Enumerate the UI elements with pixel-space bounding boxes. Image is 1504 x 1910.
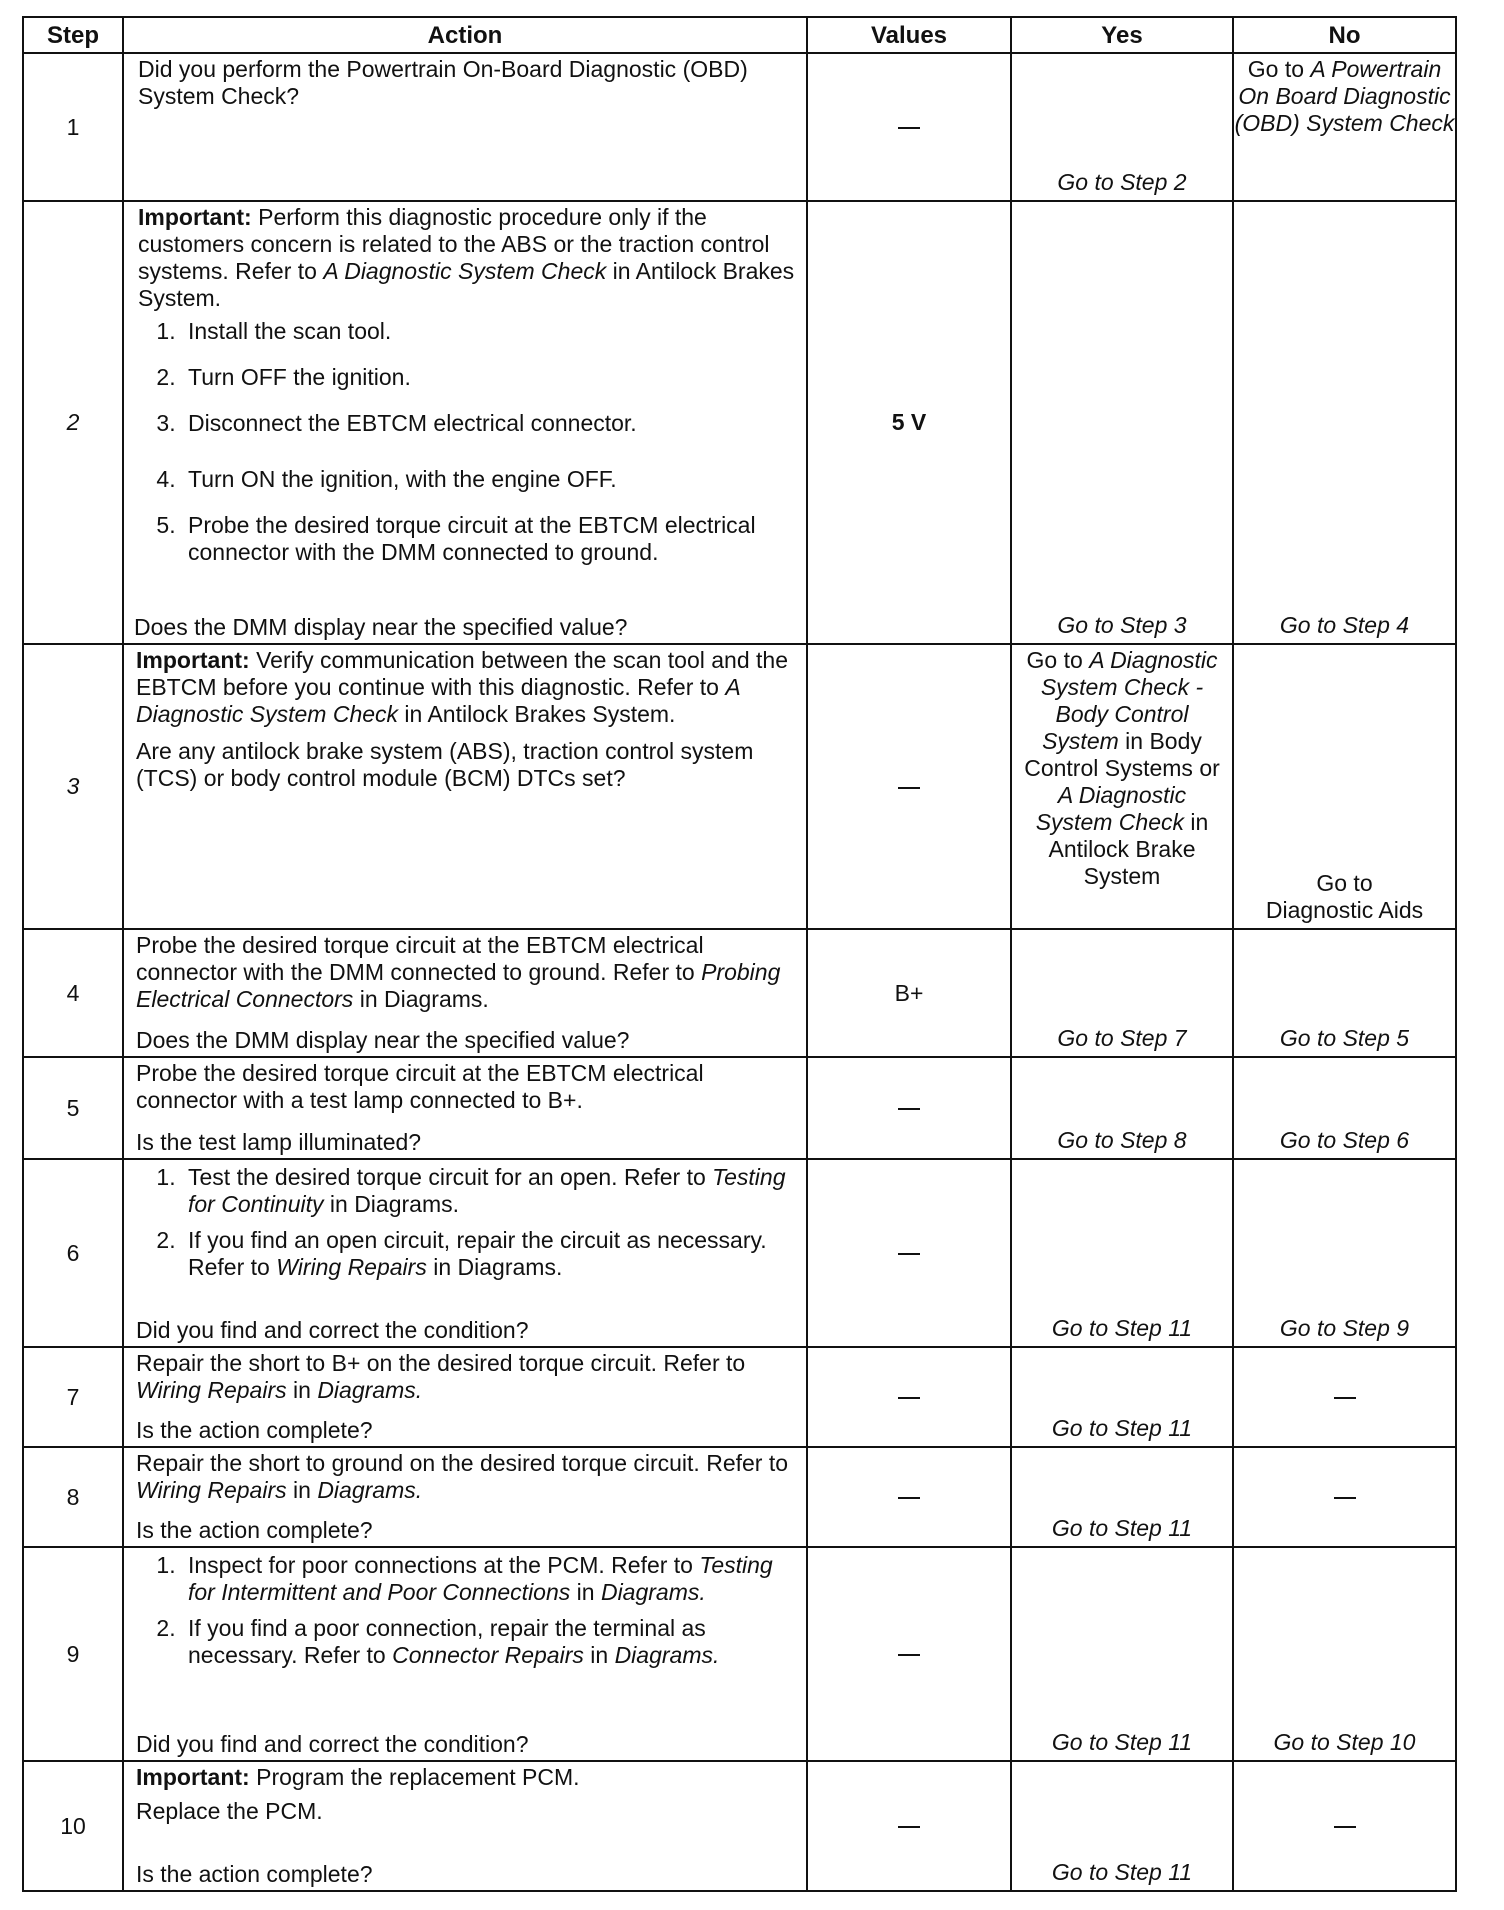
- step-number: 3: [23, 644, 123, 929]
- procedure-step: 5. Probe the desired torque circuit at the EBTCM electrical connector with the DMM connected to ground.: [182, 512, 798, 566]
- procedure-step: 4. Turn ON the ignition, with the engine OFF.: [182, 466, 798, 493]
- no-cell: [1233, 1057, 1456, 1159]
- action-cell: [123, 201, 807, 644]
- yes-cell: [1011, 929, 1233, 1057]
- no-link[interactable]: Go to Step 9: [1279, 1315, 1410, 1341]
- procedure-step: [182, 1615, 798, 1669]
- yes-link[interactable]: Go to Step 3: [1057, 612, 1187, 638]
- yes-text: in Body Control Systems or: [1024, 728, 1220, 781]
- action-text-part: Probe the desired torque circuit at the EBTCM electrical connector with the DMM connected to ground. Refer to: [136, 932, 704, 985]
- table-row: [23, 1057, 1456, 1159]
- step-number: 6: [23, 1159, 123, 1347]
- no-cell: [1233, 644, 1456, 929]
- action-text-part: in: [286, 1377, 318, 1403]
- action-cell: [123, 929, 807, 1057]
- no-link[interactable]: A Powertrain On Board Diagnostic (OBD) System Check: [1234, 56, 1455, 136]
- yes-link[interactable]: A Diagnostic System Check: [1035, 782, 1187, 835]
- step-number: 5: [23, 1057, 123, 1159]
- action-cell: [123, 1761, 807, 1891]
- yes-link[interactable]: Go to Step 11: [1051, 1315, 1193, 1341]
- action-text: Replace the PCM.: [136, 1798, 323, 1824]
- no-link[interactable]: Go to Step 4: [1279, 612, 1410, 638]
- value-cell: [807, 1447, 1011, 1547]
- dash-mark: [898, 787, 920, 789]
- action-cell: [123, 1447, 807, 1547]
- step-number: 8: [23, 1447, 123, 1547]
- question-text: Did you find and correct the condition?: [136, 1317, 529, 1343]
- action-cell: [123, 644, 807, 929]
- no-cell: [1233, 929, 1456, 1057]
- dash-mark: [1334, 1826, 1356, 1828]
- ref-link[interactable]: A Diagnostic System Check: [323, 258, 607, 284]
- no-link[interactable]: Go to Step 5: [1279, 1025, 1410, 1051]
- value-cell: [807, 1547, 1011, 1761]
- table-row: [23, 1447, 1456, 1547]
- important-label: Important:: [136, 647, 250, 673]
- table-row: [23, 644, 1456, 929]
- step-number: 1: [23, 53, 123, 201]
- yes-cell: [1011, 644, 1233, 929]
- procedure-text: If you find a poor connection, repair the terminal as necessary. Refer to: [188, 1615, 706, 1668]
- important-text: in Antilock Brakes System.: [138, 258, 795, 311]
- yes-cell: [1011, 1347, 1233, 1447]
- no-link[interactable]: Go to Step 10: [1273, 1729, 1416, 1755]
- action-cell: [123, 1057, 807, 1159]
- procedure-list: [134, 318, 798, 566]
- action-cell: [123, 1159, 807, 1347]
- ref-link[interactable]: Diagrams.: [614, 1642, 720, 1668]
- table-row: [23, 1159, 1456, 1347]
- no-link[interactable]: Go to Diagnostic Aids: [1265, 870, 1424, 923]
- procedure-text: If you find an open circuit, repair the circuit as necessary. Refer to: [188, 1227, 767, 1280]
- ref-link[interactable]: Wiring Repairs: [136, 1477, 287, 1503]
- table-row: [23, 929, 1456, 1057]
- ref-link[interactable]: Wiring Repairs: [136, 1377, 287, 1403]
- question-text: Is the test lamp illuminated?: [136, 1129, 422, 1155]
- step-number: 2: [23, 201, 123, 644]
- header-yes: Yes: [1011, 17, 1233, 53]
- dash-mark: [898, 127, 920, 129]
- action-text: [134, 932, 798, 1013]
- action-text: Probe the desired torque circuit at the EBTCM electrical connector with a test lamp connected to B+.: [136, 1060, 704, 1113]
- dash-mark: [898, 1108, 920, 1110]
- ref-link[interactable]: Diagrams.: [317, 1377, 423, 1403]
- yes-link[interactable]: Go to Step 8: [1057, 1127, 1187, 1153]
- procedure-step: 1. Install the scan tool.: [182, 318, 798, 345]
- procedure-step: [182, 1227, 798, 1281]
- action-text: [134, 1350, 798, 1404]
- header-action: Action: [123, 17, 807, 53]
- dash-mark: [898, 1497, 920, 1499]
- no-cell: [1233, 1761, 1456, 1891]
- procedure-step: [182, 1164, 798, 1218]
- value-cell: [807, 53, 1011, 201]
- procedure-step: 3. Disconnect the EBTCM electrical connector.: [182, 410, 798, 437]
- ref-link[interactable]: Connector Repairs: [392, 1642, 584, 1668]
- important-text: Perform this diagnostic procedure only if the customers concern is related to the ABS or the traction control systems. Refer to: [138, 204, 770, 284]
- important-note: [134, 204, 798, 312]
- header-no: No: [1233, 17, 1456, 53]
- step-number: 9: [23, 1547, 123, 1761]
- value-cell: [807, 644, 1011, 929]
- important-label: Important:: [136, 1764, 250, 1790]
- diagnostic-table-sheet: [22, 16, 1457, 1892]
- yes-link[interactable]: A Diagnostic System Check - Body Control System: [1040, 647, 1218, 754]
- yes-cell: [1011, 201, 1233, 644]
- procedure-list: [134, 1552, 798, 1669]
- question-text: Are any antilock brake system (ABS), traction control system (TCS) or body control module (BCM) DTCs set?: [136, 738, 754, 791]
- action-text: [134, 1450, 798, 1504]
- step-number: 10: [23, 1761, 123, 1891]
- action-text-part: Repair the short to B+ on the desired torque circuit. Refer to: [136, 1350, 746, 1376]
- important-text: in Antilock Brakes System.: [398, 701, 676, 727]
- action-cell: [123, 1547, 807, 1761]
- yes-cell: [1011, 1159, 1233, 1347]
- action-text-part: in: [286, 1477, 318, 1503]
- dash-mark: [898, 1397, 920, 1399]
- ref-link[interactable]: Testing for Continuity: [188, 1164, 786, 1217]
- header-row: [23, 17, 1456, 53]
- value-cell: [807, 1159, 1011, 1347]
- value-cell: [807, 1347, 1011, 1447]
- no-cell: [1233, 1447, 1456, 1547]
- procedure-text: in: [583, 1642, 615, 1668]
- diagnostic-table: [22, 16, 1457, 1892]
- action-cell: [123, 53, 807, 201]
- procedure-list: [134, 1164, 798, 1281]
- no-prefix: Go to: [1247, 56, 1311, 82]
- table-row: [23, 53, 1456, 201]
- yes-cell: [1011, 1547, 1233, 1761]
- procedure-step: [182, 1552, 798, 1606]
- important-note: [134, 1764, 798, 1791]
- important-label: Important:: [138, 204, 252, 230]
- dash-mark: [898, 1826, 920, 1828]
- procedure-text: in: [570, 1579, 601, 1605]
- no-link[interactable]: Go to Step 6: [1279, 1127, 1410, 1153]
- dash-mark: [1334, 1497, 1356, 1499]
- value-cell: [807, 1057, 1011, 1159]
- ref-link[interactable]: Testing for Intermittent and Poor Connections: [188, 1552, 773, 1605]
- no-cell: [1233, 201, 1456, 644]
- yes-cell: [1011, 1057, 1233, 1159]
- important-note: [134, 647, 798, 728]
- yes-link[interactable]: Go to Step 2: [1057, 169, 1187, 195]
- action-text-part: in Diagrams.: [353, 986, 489, 1012]
- ref-link[interactable]: Diagrams.: [317, 1477, 423, 1503]
- table-row: [23, 1347, 1456, 1447]
- no-cell: [1233, 1159, 1456, 1347]
- yes-link[interactable]: Go to Step 11: [1051, 1859, 1193, 1885]
- step-number: 7: [23, 1347, 123, 1447]
- yes-text: Go to: [1026, 647, 1090, 673]
- yes-link[interactable]: Go to Step 11: [1051, 1515, 1193, 1541]
- important-text: Verify communication between the scan tool and the EBTCM before you continue with this diagnostic. Refer to: [136, 647, 788, 700]
- yes-cell: [1011, 1761, 1233, 1891]
- question-text: Does the DMM display near the specified value?: [134, 614, 628, 640]
- value-cell: B+: [807, 929, 1011, 1057]
- dash-mark: [1334, 1397, 1356, 1399]
- question-text: Does the DMM display near the specified value?: [136, 1027, 630, 1053]
- no-cell: [1233, 53, 1456, 201]
- action-text-part: Repair the short to ground on the desired torque circuit. Refer to: [136, 1450, 789, 1476]
- action-text: Did you perform the Powertrain On-Board Diagnostic (OBD) System Check?: [138, 56, 748, 109]
- value-cell: [807, 1761, 1011, 1891]
- dash-mark: [898, 1654, 920, 1656]
- procedure-text: in Diagrams.: [323, 1191, 459, 1217]
- no-cell: [1233, 1347, 1456, 1447]
- step-number: 4: [23, 929, 123, 1057]
- table-row: [23, 1761, 1456, 1891]
- question-text: Did you find and correct the condition?: [136, 1731, 529, 1757]
- dash-mark: [898, 1253, 920, 1255]
- value-cell: 5 V: [807, 201, 1011, 644]
- question-text: Is the action complete?: [136, 1517, 373, 1543]
- ref-link[interactable]: A Diagnostic System Check: [136, 674, 740, 727]
- procedure-text: in Diagrams.: [426, 1254, 563, 1280]
- question-text: Is the action complete?: [136, 1417, 373, 1443]
- yes-link[interactable]: Go to Step 11: [1051, 1729, 1193, 1755]
- yes-cell: [1011, 53, 1233, 201]
- ref-link[interactable]: Diagrams.: [600, 1579, 706, 1605]
- ref-link[interactable]: Probing Electrical Connectors: [136, 959, 781, 1012]
- header-values: Values: [807, 17, 1011, 53]
- yes-link[interactable]: Go to Step 11: [1051, 1415, 1193, 1441]
- yes-text: in Antilock Brake System: [1048, 809, 1209, 889]
- action-cell: [123, 1347, 807, 1447]
- table-row: [23, 1547, 1456, 1761]
- important-text: Program the replacement PCM.: [249, 1764, 580, 1790]
- header-step: Step: [23, 17, 123, 53]
- ref-link[interactable]: Wiring Repairs: [276, 1254, 427, 1280]
- table-row: [23, 201, 1456, 644]
- procedure-text: Inspect for poor connections at the PCM. Refer to: [188, 1552, 700, 1578]
- question-text: Is the action complete?: [136, 1861, 373, 1887]
- yes-link[interactable]: Go to Step 7: [1057, 1025, 1187, 1051]
- yes-cell: [1011, 1447, 1233, 1547]
- no-cell: [1233, 1547, 1456, 1761]
- procedure-step: 2. Turn OFF the ignition.: [182, 364, 798, 391]
- procedure-text: Test the desired torque circuit for an open. Refer to: [188, 1164, 713, 1190]
